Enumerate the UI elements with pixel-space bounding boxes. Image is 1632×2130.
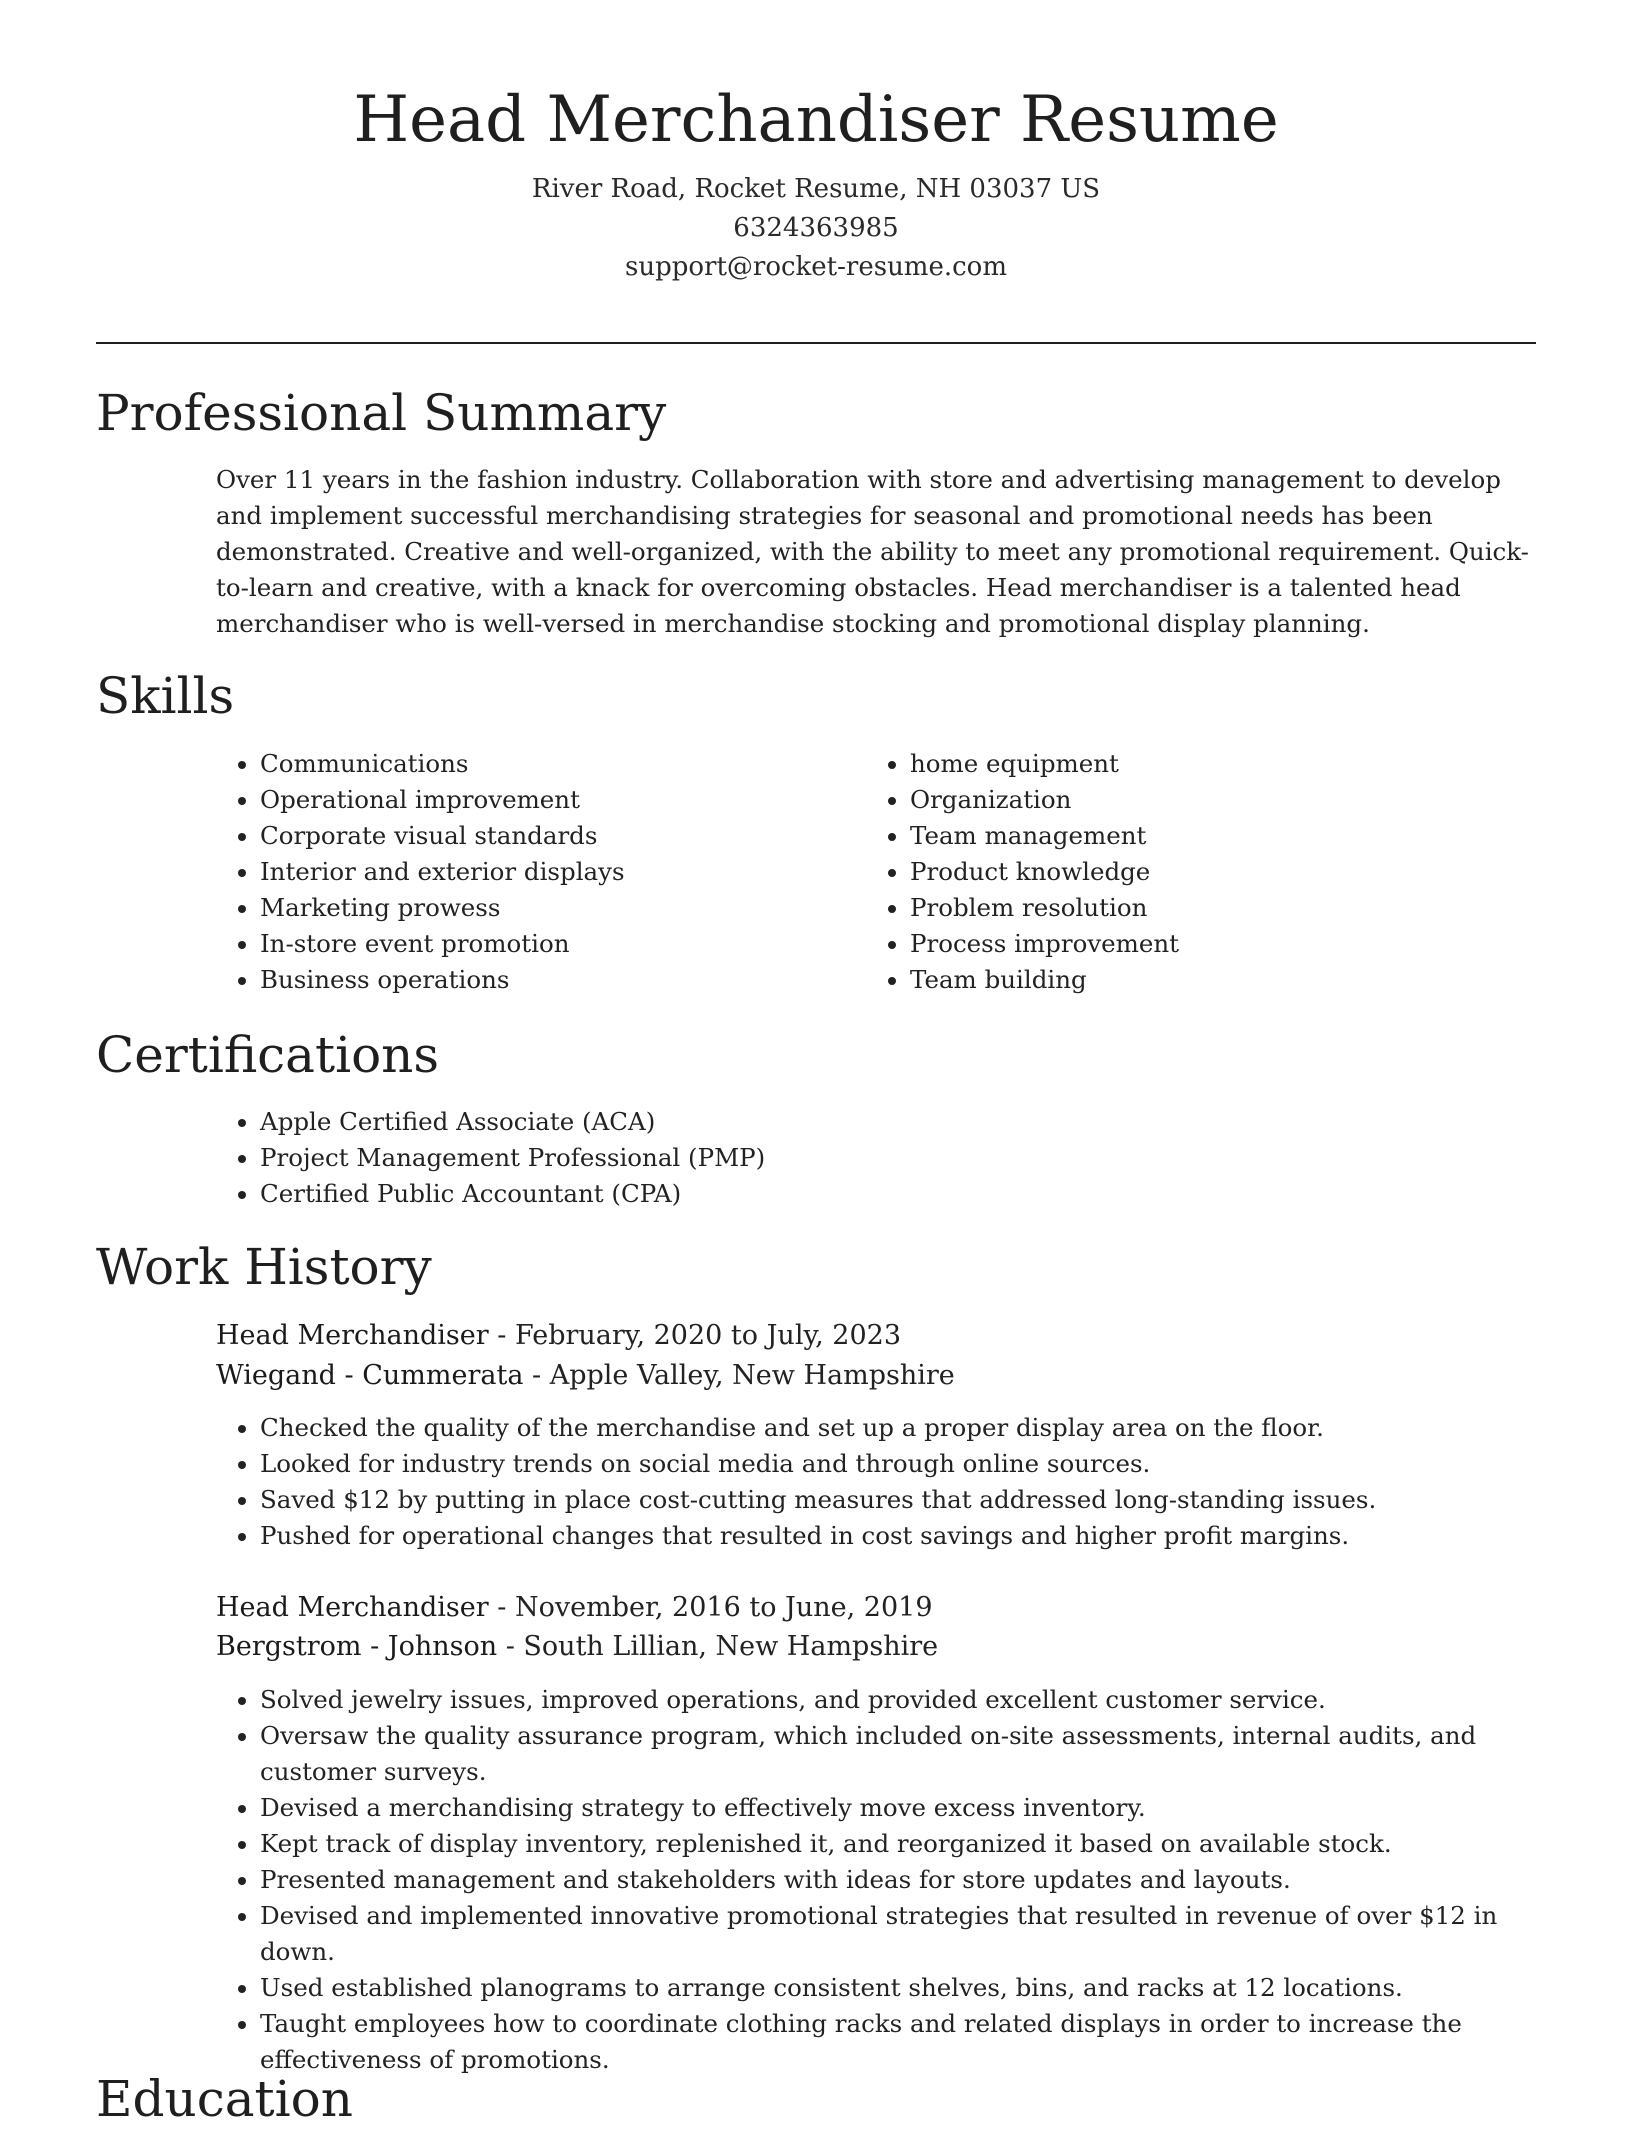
certification-item: • Certified Public Accountant (CPA) <box>260 1176 1580 1212</box>
skills-heading: Skills <box>96 667 235 725</box>
skill-item: • Organization <box>910 782 1510 818</box>
skill-item: • Interior and exterior displays <box>260 854 860 890</box>
skill-item: • Marketing prowess <box>260 890 860 926</box>
job-bullet: • Used established planograms to arrange consistent shelves, bins, and racks at 12 locations. <box>260 1970 1580 2006</box>
job-bullet: • Saved $12 by putting in place cost-cutting measures that addressed long-standing issues. <box>260 1482 1580 1518</box>
job-bullet: • Kept track of display inventory, replenished it, and reorganized it based on available stock. <box>260 1826 1580 1862</box>
header-divider <box>96 342 1536 344</box>
job-bullet: • Taught employees how to coordinate clothing racks and related displays in order to increase the effectiveness of promotions. <box>260 2006 1580 2078</box>
job-bullet: • Devised and implemented innovative promotional strategies that resulted in revenue of over $12 in down. <box>260 1898 1580 1970</box>
skill-item: • Corporate visual standards <box>260 818 860 854</box>
skills-list-left <box>216 746 860 998</box>
job-bullet: • Checked the quality of the merchandise and set up a proper display area on the floor. <box>260 1410 1580 1446</box>
job-2-dates: - November, 2016 to June, 2019 <box>488 1592 933 1623</box>
job-2-company-line <box>216 1627 938 1667</box>
job-1-title: Head Merchandiser <box>216 1320 489 1351</box>
skill-item: • Process improvement <box>910 926 1510 962</box>
job-2-title: Head Merchandiser <box>216 1592 489 1623</box>
resume-header <box>96 80 1536 287</box>
education-heading: Education <box>96 2070 353 2128</box>
skill-item: • Problem resolution <box>910 890 1510 926</box>
job-2-company: Bergstrom - Johnson <box>216 1631 498 1662</box>
certifications-list <box>216 1104 1580 1212</box>
job-bullet: • Solved jewelry issues, improved operations, and provided excellent customer service. <box>260 1682 1580 1718</box>
skill-item: • Communications <box>260 746 860 782</box>
skill-item: • home equipment <box>910 746 1510 782</box>
skills-list-right <box>866 746 1510 998</box>
job-1-title-line <box>216 1316 901 1356</box>
skill-item: • In-store event promotion <box>260 926 860 962</box>
work-history-heading: Work History <box>96 1238 432 1296</box>
skill-item: • Team management <box>910 818 1510 854</box>
job-1-dates: - February, 2020 to July, 2023 <box>488 1320 902 1351</box>
skill-item: • Product knowledge <box>910 854 1510 890</box>
job-bullet: • Looked for industry trends on social media and through online sources. <box>260 1446 1580 1482</box>
job-bullet: • Oversaw the quality assurance program, which included on-site assessments, internal audits, and customer surveys. <box>260 1718 1580 1790</box>
certification-item: • Project Management Professional (PMP) <box>260 1140 1580 1176</box>
job-1-company-line <box>216 1356 955 1396</box>
summary-text: Over 11 years in the fashion industry. Collaboration with store and advertising management to develop and implement successful merchandising strategies for seasonal and promotional needs has been demonstrated. Creative and well-organized, with the ability to meet any promotional requirement. Quick-to-learn and creative, with a knack for overcoming obstacles. Head merchandiser is a talented head merchandiser who is well-versed in merchandise stocking and promotional display planning. <box>216 465 1529 638</box>
job-bullet: • Presented management and stakeholders with ideas for store updates and layouts. <box>260 1862 1580 1898</box>
job-2-title-line <box>216 1588 933 1628</box>
certifications-heading: Certifications <box>96 1026 440 1084</box>
contact-email: support@rocket-resume.com <box>624 252 1007 282</box>
skill-item: • Operational improvement <box>260 782 860 818</box>
certification-item: • Apple Certified Associate (ACA) <box>260 1104 1580 1140</box>
job-1-bullets <box>216 1410 1580 1554</box>
summary-heading: Professional Summary <box>96 384 667 442</box>
job-2-bullets <box>216 1682 1580 2078</box>
resume-title: Head Merchandiser Resume <box>353 83 1279 157</box>
job-bullet: • Devised a merchandising strategy to effectively move excess inventory. <box>260 1790 1580 1826</box>
job-2-location: - South Lillian, New Hampshire <box>497 1631 939 1662</box>
contact-block <box>96 170 1536 287</box>
job-1-location: - Apple Valley, New Hampshire <box>523 1360 955 1391</box>
contact-address: River Road, Rocket Resume, NH 03037 US <box>531 174 1101 204</box>
skill-item: • Team building <box>910 962 1510 998</box>
contact-phone: 6324363985 <box>733 213 899 243</box>
skill-item: • Business operations <box>260 962 860 998</box>
job-bullet: • Pushed for operational changes that resulted in cost savings and higher profit margins. <box>260 1518 1580 1554</box>
job-1-company: Wiegand - Cummerata <box>216 1360 524 1391</box>
